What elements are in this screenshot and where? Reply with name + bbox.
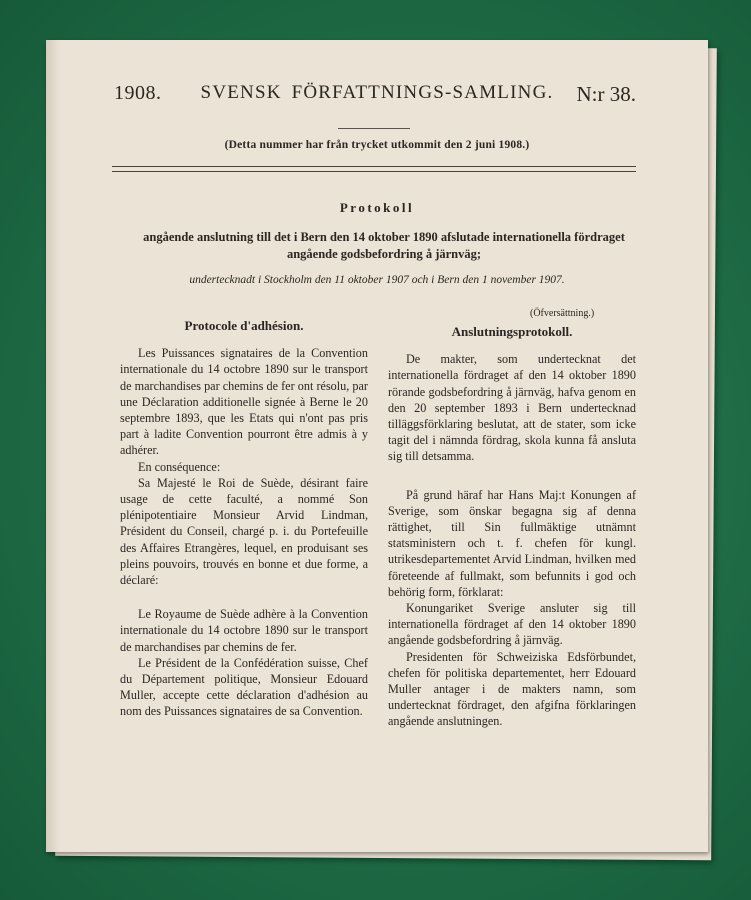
document-title: Protokoll bbox=[339, 200, 415, 215]
swedish-column bbox=[388, 324, 636, 730]
signing-line: undertecknadt i Stockholm den 11 oktober 1907 och i Bern den 1 november 1907. bbox=[189, 274, 565, 286]
series-title: SVENSK FÖRFATTNINGS-SAMLING. bbox=[200, 82, 554, 103]
french-column bbox=[120, 318, 368, 720]
swedish-paragraph: Konungariket Sverige ansluter sig till internationella fördraget af den 14 oktober 1890 angående godsbefordring å järnväg. bbox=[388, 601, 636, 648]
french-paragraph: En conséquence: bbox=[138, 459, 221, 474]
document-page bbox=[46, 40, 708, 852]
swedish-heading: Anslutningsprotokoll. bbox=[451, 324, 573, 339]
translation-note: (Öfversättning.) bbox=[530, 308, 595, 319]
french-paragraph: Sa Majesté le Roi de Suède, désirant faire usage de cette faculté, a nommé Son plénipotentiaire Monsieur Arvid Lindman, Président du Conseil, chargé p. i. du Portefeuille des Affaires Etrangères, lequel, en produisant ses pleins pouvoirs, trouvés en bonne et due forme, a déclaré: bbox=[120, 475, 368, 588]
french-paragraph: Le Président de la Confédération suisse, Chef du Département politique, Monsieur Edouard Muller, accepte cette déclaration d'adhésion au nom des Puissances signataires de sa Convention. bbox=[120, 655, 368, 719]
year-label: 1908. bbox=[114, 82, 162, 104]
swedish-paragraph: På grund häraf har Hans Maj:t Konungen af Sverige, som önskar begagna sig af denna rättighet, till Sin fullmäktige utnämnt statsministern och t. f. chefen för kungl. utrikesdepartementet Arvid Lindman, hvilken med företeende af fullmakt, som befunnits i god och behörig form, förklarat: bbox=[388, 487, 636, 599]
swedish-paragraph: De makter, som undertecknat det internationella fördraget af den 14 oktober 1890 rörande godsbefordring å järnväg, hafva genom en den 20 september 1893 i Bern undertecknad tilläggsförklaring beslutat, att de stater, som icke tagit del i nämnda fördrag, skola kunna få ansluta sig till detsamma. bbox=[388, 352, 636, 464]
french-heading: Protocole d'adhésion. bbox=[184, 318, 304, 333]
header-divider bbox=[338, 128, 410, 129]
swedish-paragraph: Presidenten för Schweiziska Edsförbundet, chefen för politiska departementet, herr Edouard Muller antager i de makters namn, som undertecknat fördraget, den afgifna förklaringen angående anslutningen. bbox=[388, 649, 636, 729]
publication-note: (Detta nummer har från trycket utkommit den 2 juni 1908.) bbox=[224, 139, 530, 151]
french-paragraph: Le Royaume de Suède adhère à la Convention internationale du 14 octobre 1890 sur le transport de marchandises par chemins de fer. bbox=[120, 607, 368, 654]
double-rule-divider bbox=[112, 166, 636, 172]
document-subtitle: angående anslutning till det i Bern den 14 oktober 1890 afslutade internationella fördraget angående godsbefordring å järnväg; bbox=[143, 230, 625, 261]
issue-number: N:r 38. bbox=[576, 82, 636, 106]
french-paragraph: Les Puissances signataires de la Convention internationale du 14 octobre 1890 sur le transport de marchandises par chemins de fer ont résolu, par une Déclaration additionelle signée à Berne le 20 septembre 1893, que les Etats qui n'ont pas pris part à ladite Convention pourront être admis à y adhérer. bbox=[120, 346, 368, 458]
